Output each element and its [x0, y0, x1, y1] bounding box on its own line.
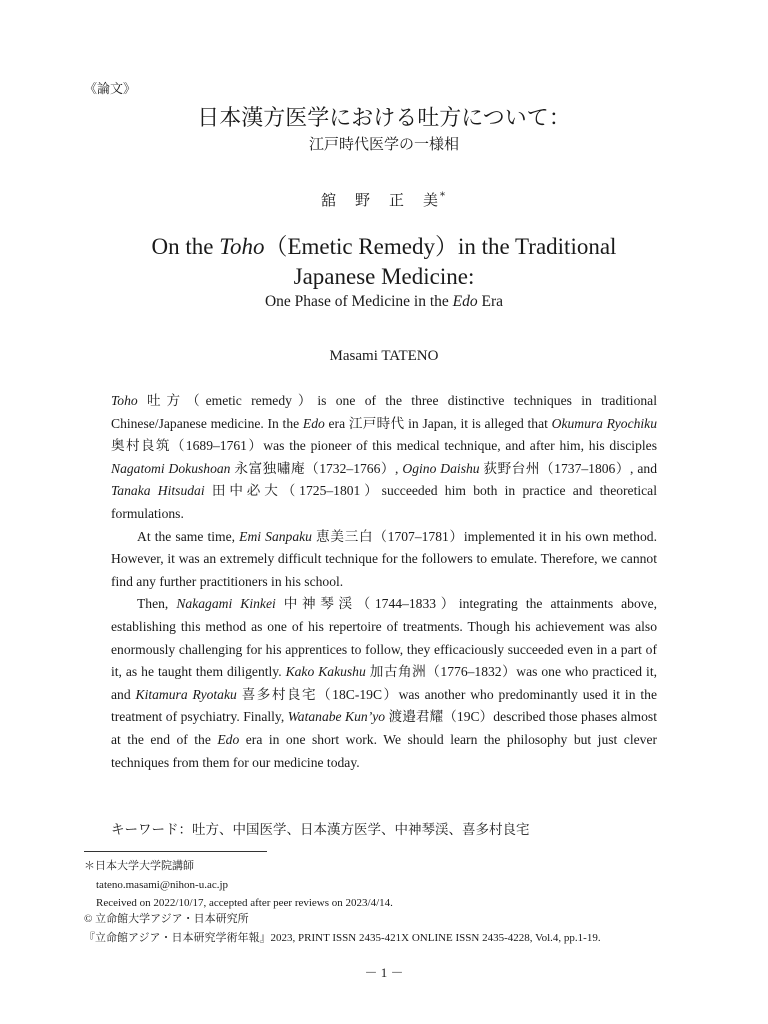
italic-term: Tanaka Hitsudai	[111, 483, 205, 499]
italic-term: Kako Kakushu	[285, 664, 366, 680]
footnote-email: tateno.masami@nihon-u.ac.jp	[96, 879, 229, 891]
japanese-author-name: 舘 野 正 美	[320, 191, 440, 209]
subtitle-text: One Phase of Medicine in the	[264, 293, 453, 310]
keywords: キーワード：吐方、中国医学、日本漢方医学、中神琴渓、喜多村良宅	[111, 822, 530, 838]
author-footnote-mark: *	[440, 191, 447, 202]
title-italic: Toho	[219, 234, 265, 259]
footnote-received: Received on 2022/10/17, accepted after peer reviews on 2023/4/14.	[96, 897, 393, 909]
italic-term: Nagatomi Dokushoan	[111, 460, 231, 476]
text-run: 永富独嘯庵（1732–1766）,	[230, 460, 403, 476]
subtitle-italic: Edo	[452, 293, 478, 310]
italic-term: Edo	[217, 731, 240, 747]
abstract	[111, 390, 657, 774]
english-author: Masami TATENO	[329, 348, 439, 364]
japanese-subtitle: 江戸時代医学の一様相	[308, 135, 459, 153]
italic-term: Nakagami Kinkei	[176, 596, 276, 612]
text-run: 加古角洲（1776–1832）was one who practiced it, and	[111, 664, 657, 702]
japanese-author	[0, 189, 768, 210]
text-run: Then,	[137, 596, 177, 612]
english-subtitle	[0, 293, 768, 311]
text-run: At the same time,	[137, 528, 240, 544]
italic-term: Okumura Ryochiku	[551, 415, 658, 431]
text-run: era in one short work. We should learn the philosophy but just clever techniques from them for our medicine today.	[111, 731, 657, 770]
footnote-copyright: © 立命館大学アジア・日本研究所	[84, 913, 249, 925]
japanese-title: 日本漢方医学における吐方について：	[197, 106, 571, 131]
english-title-line2: Japanese Medicine:	[293, 264, 475, 289]
text-run: 奥村良筑（1689–1761）was the pioneer of this medical technique, and after him, his disciples	[111, 438, 657, 454]
italic-term: Toho	[111, 393, 138, 408]
subtitle-text: Era	[477, 293, 504, 310]
text-run: 荻野台州（1737–1806）, and	[479, 460, 657, 476]
footnote-divider	[84, 851, 267, 852]
section-label: 《論文》	[84, 82, 137, 97]
title-text: （Emetic Remedy）in the Traditional	[264, 234, 617, 259]
text-run: 吐方（emetic remedy）is one of the three distinctive techniques in traditional Chinese/Japanese medicine. In the	[111, 393, 657, 431]
text-run: 田中必大（1725–1801）succeeded him both in practice and theoretical formulations.	[111, 483, 657, 521]
abstract-paragraph-2	[111, 526, 657, 594]
footnote-affiliation: ＊日本大学大学院講師	[84, 860, 194, 872]
page-number: － 1 －	[364, 965, 404, 980]
english-title	[0, 232, 768, 292]
italic-term: Edo	[302, 415, 325, 431]
abstract-paragraph-3	[111, 593, 657, 774]
italic-term: Ogino Daishu	[402, 460, 480, 476]
text-run: 渡邉君耀（19C）described those phases almost at the end of the	[111, 709, 657, 747]
text-run: 中神琴渓（1744–1833）integrating the attainments above, establishing this method as one of his repertoire of treatments. Though his achievement was also enormously challenging for his apprentices to follow, they efficaciously succeeded even in a part of it, as he taught them diligently.	[111, 596, 657, 680]
italic-term: Kitamura Ryotaku	[135, 686, 237, 702]
title-text: On the	[151, 234, 220, 259]
italic-term: Emi Sanpaku	[239, 528, 312, 544]
text-run: era 江戸時代 in Japan, it is alleged that	[324, 415, 552, 431]
text-run: 恵美三白（1707–1781）implemented it in his own method. However, it was an extremely difficult technique for the followers to emulate. Therefore, we cannot find any further practitioners in his school.	[111, 528, 657, 589]
abstract-paragraph-1	[111, 390, 657, 526]
italic-term: Watanabe Kun’yo	[287, 709, 386, 725]
text-run: 喜多村良宅（18C-19C）was another who predominantly used it in the treatment of psychiatry. Finally,	[111, 686, 657, 725]
footnote-journal: 『立命館アジア・日本研究学術年報』2023, PRINT ISSN 2435-421X ONLINE ISSN 2435-4228, Vol.4, pp.1-19.	[84, 932, 601, 944]
english-title-line1	[0, 232, 768, 262]
